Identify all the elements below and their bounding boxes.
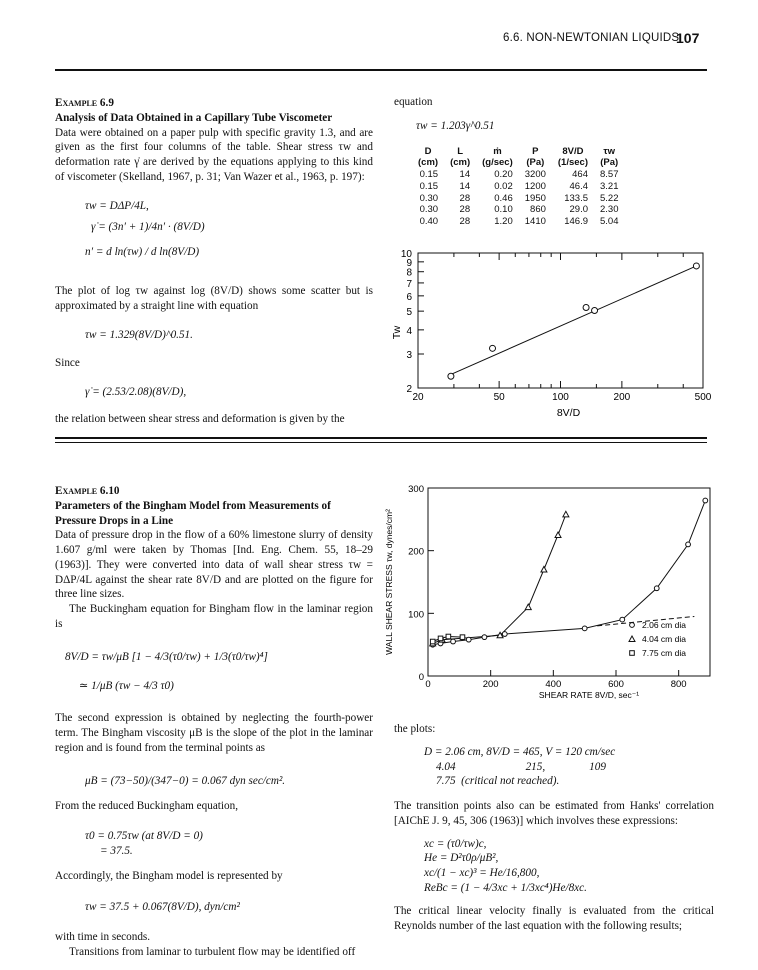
y-tick-label: 300 xyxy=(408,484,424,495)
data-point-series-1 xyxy=(654,586,659,591)
equation-result: τw = 1.203γ̇^0.51 xyxy=(416,120,495,132)
legend-label: 4.04 cm dia xyxy=(642,634,686,644)
x-tick-label: 500 xyxy=(694,392,712,403)
paragraph-transitions: Transitions from laminar to turbulent flow may be identified off xyxy=(69,946,356,959)
result-line-2: 4.04 215, 109 xyxy=(436,760,606,773)
paragraph-critical: The critical linear velocity finally is evaluated from the critical Reynolds number of the last equation with the following results; xyxy=(394,904,714,932)
data-point-series-3 xyxy=(460,635,465,640)
data-point-series-2 xyxy=(541,566,547,572)
data-point xyxy=(448,373,454,379)
x-axis-label: SHEAR RATE 8V/D, sec⁻¹ xyxy=(538,690,640,700)
col-L: L (cm) xyxy=(450,146,471,168)
example-label: Example 6.10 xyxy=(55,485,120,497)
example-title: Analysis of Data Obtained in a Capillary Tube Viscometer xyxy=(55,111,333,124)
running-header-section: 6.6. NON-NEWTONIAN LIQUIDS xyxy=(503,32,680,44)
x-tick-label: 100 xyxy=(552,392,569,403)
equation-tau0: τ0 = 0.75τw (at 8V/D = 0) xyxy=(85,830,203,843)
equation-fit: τw = 1.329(8V/D)^0.51. xyxy=(85,328,193,341)
example-6-9-left xyxy=(55,96,373,427)
data-point-series-1 xyxy=(502,632,507,637)
equation-tau0-value: = 37.5. xyxy=(100,845,133,858)
paragraph-hanks: The transition points also can be estimated from Hanks' correlation [AIChE J. 9, 45, 306 (1963)] which involves these expressions: xyxy=(394,800,714,827)
data-table xyxy=(412,147,625,228)
col-D: D (cm) xyxy=(418,146,439,168)
y-tick-label: 7 xyxy=(406,278,412,290)
y-tick-label: 2 xyxy=(406,384,412,395)
data-point-series-1 xyxy=(686,542,691,547)
example-6-10-left xyxy=(55,484,373,960)
data-point-series-2 xyxy=(555,532,561,538)
equation-buckingham-reduced: ≃ 1/μB (τw − 4/3 τ0) xyxy=(79,679,174,692)
data-point xyxy=(490,345,496,351)
legend-label: 7.75 cm dia xyxy=(642,648,686,658)
since-text: Since xyxy=(55,357,80,370)
legend-marker xyxy=(630,623,635,628)
data-point-series-3 xyxy=(446,634,451,639)
x-tick-label: 800 xyxy=(670,679,687,690)
x-tick-label: 600 xyxy=(608,679,624,690)
relation-text: the relation between shear stress and deformation is given by the xyxy=(55,412,345,425)
x-tick-label: 200 xyxy=(482,679,499,690)
page-number: 107 xyxy=(676,30,700,46)
data-point xyxy=(583,305,589,311)
y-tick-label: 4 xyxy=(406,325,412,337)
col-mdot: ṁ (g/sec) xyxy=(482,146,513,168)
paragraph-accordingly: Accordingly, the Bingham model is represented by xyxy=(55,869,283,882)
the-plots-text: the plots: xyxy=(394,723,436,735)
equation-bingham-model: τw = 37.5 + 0.067(8V/D), dyn/cm² xyxy=(85,900,240,913)
header-rule xyxy=(55,69,707,71)
table-row: 0.40 28 1.20 1410 146.9 5.04 xyxy=(419,216,619,228)
table-row: 0.30 28 0.46 1950 133.5 5.22 xyxy=(419,192,619,204)
example-6-10-right xyxy=(394,722,714,933)
table-row: 0.15 14 0.20 3200 464 8.57 xyxy=(419,168,619,180)
x-axis-label: 8V/D xyxy=(556,407,581,419)
data-point-series-1 xyxy=(620,617,625,622)
y-tick-label: 0 xyxy=(418,672,424,683)
y-tick-label: 3 xyxy=(406,349,412,361)
equation-buckingham: 8V/D = τw/μB [1 − 4/3(τ0/τw) + 1/3(τ0/τw)⁴] xyxy=(65,650,268,663)
data-point xyxy=(693,263,699,269)
paragraph-data: Data of pressure drop in the flow of a 60% limestone slurry of density 1.607 g/ml were taken by Thomas [Ind. Eng. Chem. 55, 18–29 (1963)]. They were converted into data of wall shear stress τw = DΔP/4L against the shear rate 8V/D and are plotted on the figure for three line sizes. xyxy=(55,529,373,601)
result-line-3: 7.75 (critical not reached). xyxy=(436,775,560,788)
equation-word: equation xyxy=(394,96,433,108)
y-tick-label: 9 xyxy=(406,257,412,269)
equation-gamma: γ̇ = (2.53/2.08)(8V/D), xyxy=(85,386,187,399)
data-point-series-1 xyxy=(466,637,471,642)
table-row: 0.30 28 0.10 860 29.0 2.30 xyxy=(419,204,619,216)
y-tick-label: 100 xyxy=(408,609,424,621)
y-axis-label: Tw xyxy=(391,325,403,340)
y-tick-label: 200 xyxy=(408,546,424,558)
data-point-series-2 xyxy=(563,511,569,517)
equation-shear-stress: τw = DΔP/4L, xyxy=(85,199,149,212)
y-tick-label: 5 xyxy=(406,307,412,319)
x-tick-label: 50 xyxy=(493,392,505,403)
legend-marker xyxy=(629,636,635,642)
paragraph-second-expression: The second expression is obtained by neglecting the fourth-power term. The Bingham viscosity μB is the slope of the plot in the laminar region and is found from the terminal points as xyxy=(55,712,373,754)
data-point-series-1 xyxy=(582,626,587,631)
loglog-chart xyxy=(388,248,718,420)
legend-label: 2.06 cm dia xyxy=(642,620,686,630)
fit-line xyxy=(451,266,696,375)
x-tick-label: 20 xyxy=(412,392,424,403)
y-tick-label: 8 xyxy=(406,267,412,279)
col-8VD: 8V/D (1/sec) xyxy=(557,146,588,168)
y-tick-label: 10 xyxy=(400,249,412,260)
data-point-series-3 xyxy=(430,639,435,644)
series-line-2 xyxy=(433,514,566,643)
plot-paragraph: The plot of log τw against log (8V/D) shows some scatter but is approximated by a straight line with equation xyxy=(55,285,373,312)
equation-n-prime: n′ = d ln(τw) / d ln(8V/D) xyxy=(85,246,200,259)
paragraph-reduced: From the reduced Buckingham equation, xyxy=(55,799,238,812)
intro-paragraph: Data were obtained on a paper pulp with specific gravity 1.3, and are given as the first four columns of the table. Shear stress τw and deformation rate γ̇ are derived by the equations applying to this kind of viscometer (Skelland, 1967, p. 31; Van Wazer et al., 1963, p. 197): xyxy=(55,126,373,183)
y-tick-label: 6 xyxy=(406,291,412,303)
x-tick-label: 200 xyxy=(613,392,631,403)
legend-marker xyxy=(630,651,635,656)
data-point xyxy=(592,307,598,313)
wall-shear-chart xyxy=(370,478,715,703)
y-axis-label: WALL SHEAR STRESS τw, dynes/cm² xyxy=(384,509,394,655)
x-tick-label: 0 xyxy=(425,679,431,690)
data-point-series-1 xyxy=(703,498,708,503)
hanks-eq-3: xc/(1 − xc)³ = He/16,800, xyxy=(424,867,540,880)
section-rule xyxy=(55,437,707,439)
paragraph-time: with time in seconds. xyxy=(55,931,151,944)
hanks-eq-1: xc = (τ0/τw)c, xyxy=(424,837,487,850)
plot-frame xyxy=(418,253,703,388)
col-tau: τw (Pa) xyxy=(600,146,619,168)
col-P: P (Pa) xyxy=(526,146,545,168)
hanks-eq-4: ReBc = (1 − 4/3xc + 1/3xc⁴)He/8xc. xyxy=(424,882,587,895)
x-tick-label: 400 xyxy=(545,679,562,690)
data-point-series-1 xyxy=(451,639,456,644)
example-label: Example 6.9 xyxy=(55,97,114,109)
data-point-series-3 xyxy=(438,636,443,641)
data-point-series-2 xyxy=(525,604,531,610)
table-row: 0.15 14 0.02 1200 46.4 3.21 xyxy=(419,180,619,192)
table-header-row xyxy=(412,147,625,169)
result-line-1: D = 2.06 cm, 8V/D = 465, V = 120 cm/sec xyxy=(424,745,616,758)
equation-deformation-rate: γ̇ = (3n′ + 1)/4n′ · (8V/D) xyxy=(91,221,205,234)
example-title: Parameters of the Bingham Model from Measurements of Pressure Drops in a Line xyxy=(55,499,331,527)
paragraph-buckingham: The Buckingham equation for Bingham flow in the laminar region is xyxy=(55,603,373,631)
section-rule-thin xyxy=(55,442,707,443)
data-point-series-1 xyxy=(482,635,487,640)
hanks-eq-2: He = D²τ0ρ/μB², xyxy=(424,852,499,865)
equation-bingham-viscosity: μB = (73−50)/(347−0) = 0.067 dyn sec/cm². xyxy=(85,774,286,787)
